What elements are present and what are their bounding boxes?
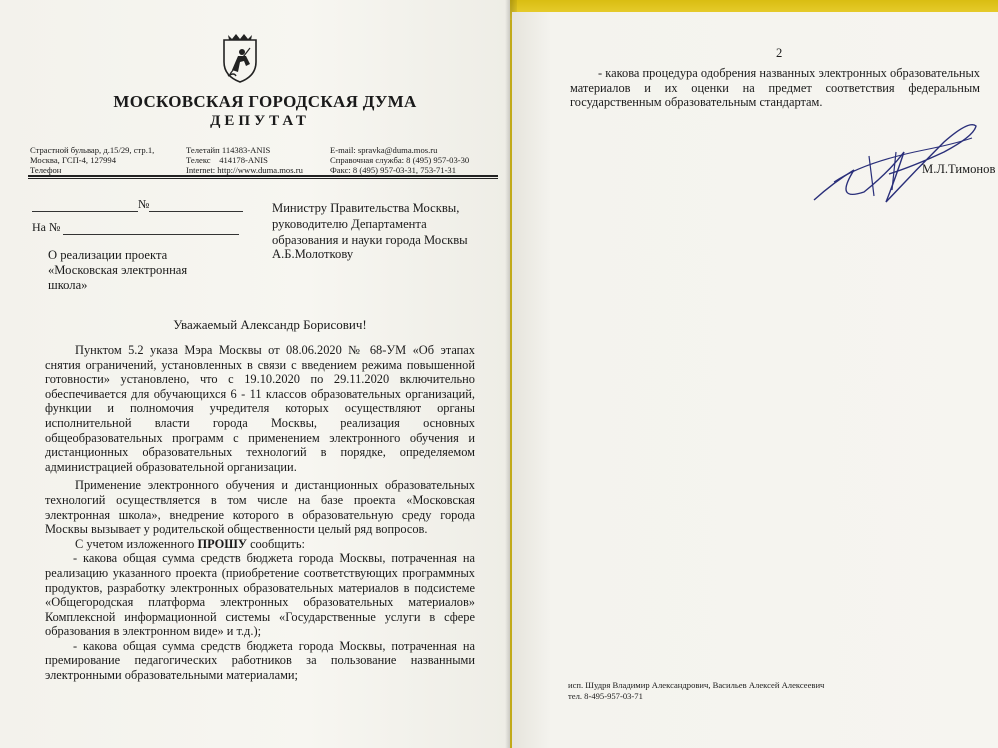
number-blank [149,200,243,212]
telex-line: Телетайп 114383-ANIS [186,145,271,155]
date-blank [32,200,138,212]
subject-block [48,248,187,293]
executor-phone: тел. 8-495-957-03-71 [568,691,643,701]
executor-block [568,680,824,702]
letter-page-2 [512,12,998,748]
addressee-block [272,200,468,248]
executor-names: исп. Шудря Владимир Александрович, Васильев Алексей Алексеевич [568,680,825,690]
subject-line: школа» [48,278,88,292]
page2-body [570,66,980,110]
reference-label: На № [32,220,61,234]
number-sign: № [138,197,150,211]
address-line: Страстной бульвар, д.15/29, стр.1, [30,145,155,155]
outgoing-number-line [32,197,243,212]
signer-name: М.Л.Тимонов [922,162,996,176]
contact-line: Справочная служба: 8 (495) 957-03-30 [330,155,470,165]
contacts-block [330,145,469,175]
subject-line: «Московская электронная [48,263,188,277]
addressee-name: А.Б.Молоткову [272,247,354,261]
address-block [30,145,154,175]
body-paragraph: Пунктом 5.2 указа Мэра Москвы от 08.06.2020 № 68-УМ «Об этапах снятия ограничений, установленных в связи с введением режима повышенной готовности» установлено, что с 19.10.2020 по 29.11.2020 включительно обеспечивается для обучающихся 6 - 11 классов образовательных организаций, функции и полномочия учредителя которых осуществляют органы исполнительной власти города Москвы, реализация основных общеобразовательных программ с применением электронного обучения и дистанционных образовательных технологий в порядке, определяемом администрацией образовательной организации. [45,343,475,474]
moscow-coat-of-arms-icon [220,32,260,84]
reference-blank [63,223,239,235]
addressee-line: образования и науки города Москвы [272,233,468,247]
addressee-line: Министру Правительства Москвы, [272,201,460,215]
address-line: Телефон [30,165,62,175]
letterhead-divider [28,175,498,177]
question-item: - какова общая сумма средств бюджета города Москвы, потраченная на реализацию указанного проекта (приобретение соответствующих программных продуктов, разработку электронных образовательных материалов в подсистеме «Общегородская платформа электронных образовательных материалов» Комплексной информационной системы «Государственные услуги в сфере образования в электронном виде» и т.д.); [45,551,475,639]
question-item: - какова общая сумма средств бюджета города Москвы, потраченная на премирование педагогических работников за пользование названными электронными образовательными материалами; [45,638,475,683]
question-item: - какова процедура одобрения названных электронных образовательных материалов и их оценки на предмет соответствия федеральным государственным образовательным стандартам. [570,66,980,110]
page-number: 2 [776,46,783,60]
body-paragraph: Применение электронного обучения и дистанционных образовательных технологий осуществляется в том числе на базе проекта «Московская электронная школа», внедрение которого в образовательную среду города Москвы вызывает у родительской общественности целый ряд вопросов. [45,478,475,537]
organization-name: МОСКОВСКАЯ ГОРОДСКАЯ ДУМА [113,92,417,111]
incoming-reference-line [32,220,239,235]
request-emphasis: ПРОШУ [197,536,247,551]
telex-block [186,145,303,175]
salutation: Уважаемый Александр Борисович! [173,317,367,332]
request-paragraph [45,537,475,552]
subject-line: О реализации проекта [48,248,168,262]
request-text: сообщить: [250,536,305,551]
letter-body [45,343,475,683]
contact-line: Факс: 8 (495) 957-03-31, 753-71-31 [330,165,457,175]
position-title: ДЕПУТАТ [210,113,310,129]
addressee-line: руководителю Департамента [272,217,427,231]
contact-line: E-mail: spravka@duma.mos.ru [330,145,438,155]
letterhead-divider [28,178,498,179]
request-text: С учетом изложенного [75,536,195,551]
telex-line: Телекс 414178-ANIS [186,155,268,165]
telex-line: Internet: http://www.duma.mos.ru [186,165,303,175]
address-line: Москва, ГСП-4, 127994 [30,155,117,165]
